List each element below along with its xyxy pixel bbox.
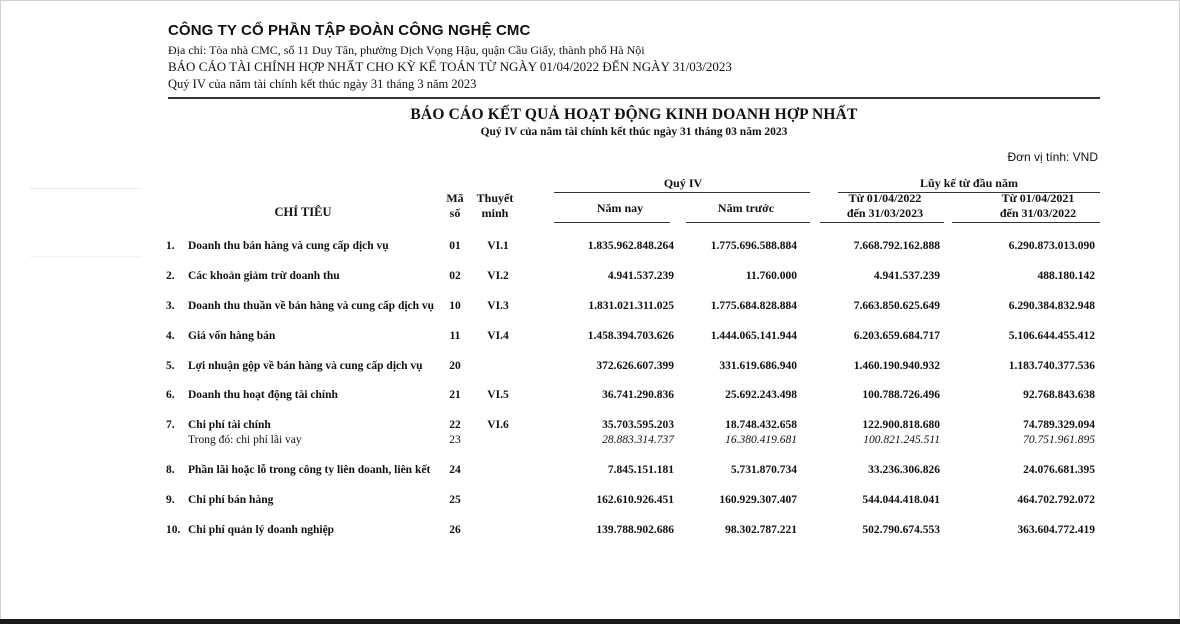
col-rule-ytd-prior: [952, 222, 1100, 223]
col-group-ytd: Lũy kế từ đầu năm: [920, 176, 1018, 190]
table-row: 8. Phần lãi hoặc lỗ trong công ty liên doanh, liên kết 24 7.845.151.181 5.731.870.734 33.236.306.826 24.076.681.395: [166, 464, 1095, 476]
col-header-ytd-current: Từ 01/04/2022 đến 31/03/2023: [846, 191, 924, 220]
table-row: 2. Các khoản giảm trừ doanh thu 02 VI.2 4.941.537.239 11.760.000 4.941.537.239 488.180.142: [166, 270, 1095, 282]
col-rule-ytd-current: [820, 222, 944, 223]
report-subtitle: Quý IV của năm tài chính kết thúc ngày 31 tháng 03 năm 2023: [480, 126, 788, 138]
quarter-group-rule: [554, 192, 810, 193]
table-row: 5. Lợi nhuận gộp về bán hàng và cung cấp dịch vụ 20 372.626.607.399 331.619.686.940 1.460.190.940.932 1.183.740.377.536: [166, 360, 1095, 372]
table-row: 6. Doanh thu hoạt động tài chính 21 VI.5 36.741.290.836 25.692.243.498 100.788.726.496 92.768.843.638: [166, 389, 1095, 401]
margin-mark: [30, 188, 140, 189]
bottom-edge-bar: [0, 619, 1180, 624]
table-row: 7. Chi phí tài chính 22 VI.6 35.703.595.203 18.748.432.658 122.900.818.680 74.789.329.094: [166, 419, 1095, 431]
report-period: BÁO CÁO TÀI CHÍNH HỢP NHẤT CHO KỲ KẾ TOÁN TỪ NGÀY 01/04/2022 ĐẾN NGÀY 31/03/2023: [168, 59, 732, 74]
table-row: 3. Doanh thu thuần về bán hàng và cung cấp dịch vụ 10 VI.3 1.831.021.311.025 1.775.684.828.884 7.663.850.625.649 6.290.384.832.948: [166, 300, 1095, 312]
col-header-ytd-prior: Từ 01/04/2021 đến 31/03/2022: [999, 191, 1077, 220]
col-rule-current-year: [554, 222, 670, 223]
company-address: Địa chỉ: Tòa nhà CMC, số 11 Duy Tân, phường Dịch Vọng Hậu, quận Cầu Giấy, thành phố Hà Nội: [168, 43, 645, 57]
table-row-sub: Trong đó: chi phí lãi vay 23 28.883.314.737 16.380.419.681 100.821.245.511 70.751.961.895: [188, 434, 1095, 446]
col-header-current-year: Năm nay: [596, 201, 644, 215]
company-name: CÔNG TY CỔ PHẦN TẬP ĐOÀN CÔNG NGHỆ CMC: [168, 22, 531, 39]
quarter-line: Quý IV của năm tài chính kết thúc ngày 31 tháng 3 năm 2023: [168, 77, 477, 91]
col-rule-prior-year: [686, 222, 810, 223]
header-divider: [168, 97, 1100, 99]
col-header-indicator: CHỈ TIÊU: [274, 205, 332, 219]
report-title: BÁO CÁO KẾT QUẢ HOẠT ĐỘNG KINH DOANH HỢP NHẤT: [410, 106, 858, 123]
table-row: 10. Chi phí quản lý doanh nghiệp 26 139.788.902.686 98.302.787.221 502.790.674.553 363.604.772.419: [166, 524, 1095, 536]
col-group-quarter: Quý IV: [663, 176, 703, 190]
col-header-prior-year: Năm trước: [717, 201, 775, 215]
table-row: 4. Giá vốn hàng bán 11 VI.4 1.458.394.703.626 1.444.065.141.944 6.203.659.684.717 5.106.644.455.412: [166, 330, 1095, 342]
table-row: 9. Chi phí bán hàng 25 162.610.926.451 160.929.307.407 544.044.418.041 464.702.792.072: [166, 494, 1095, 506]
table-row: 1. Doanh thu bán hàng và cung cấp dịch vụ 01 VI.1 1.835.962.848.264 1.775.696.588.884 7.668.792.162.888 6.290.873.013.090: [166, 240, 1095, 252]
margin-mark: [30, 256, 140, 257]
currency-unit: Đơn vị tính: VND: [1007, 150, 1098, 164]
col-header-code: Mã số: [446, 191, 464, 220]
col-header-note: Thuyết minh: [476, 191, 514, 220]
